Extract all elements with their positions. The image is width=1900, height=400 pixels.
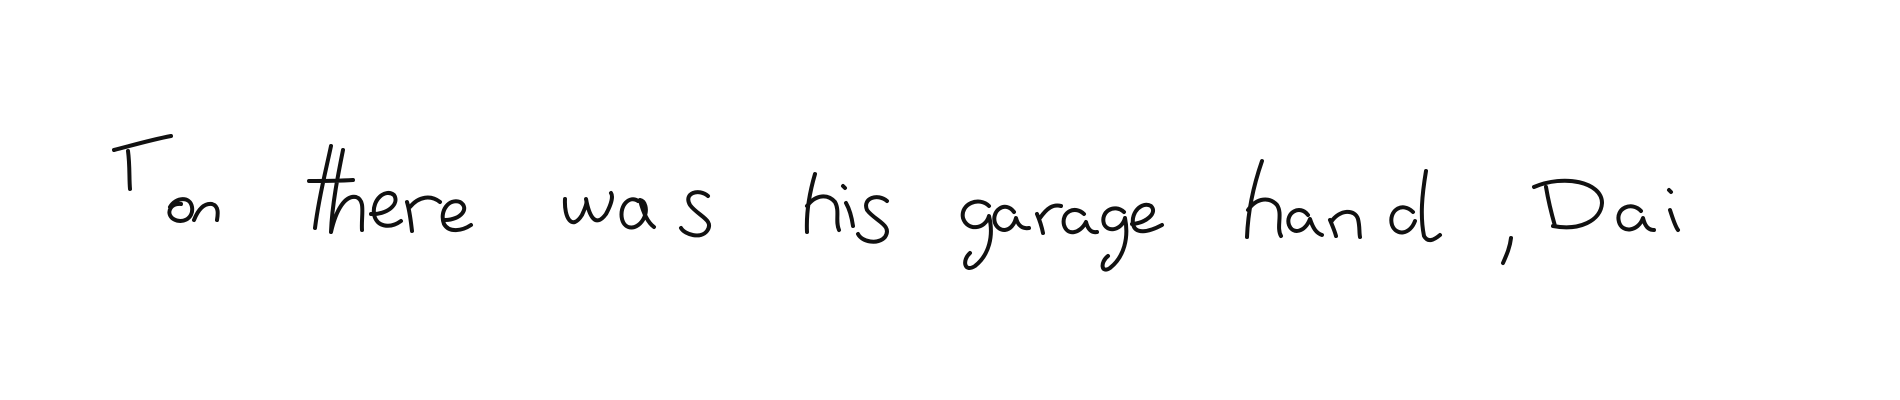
handwritten-word-there (309, 146, 471, 232)
handwritten-word-to (114, 136, 218, 221)
handwritten-comma (1503, 238, 1511, 263)
handwritten-word-hand (1247, 161, 1440, 240)
handwritten-word-garage (963, 202, 1162, 270)
handwritten-word-was (565, 192, 709, 235)
handwritten-word-dai (1534, 181, 1678, 230)
handwritten-word-his (807, 174, 887, 242)
